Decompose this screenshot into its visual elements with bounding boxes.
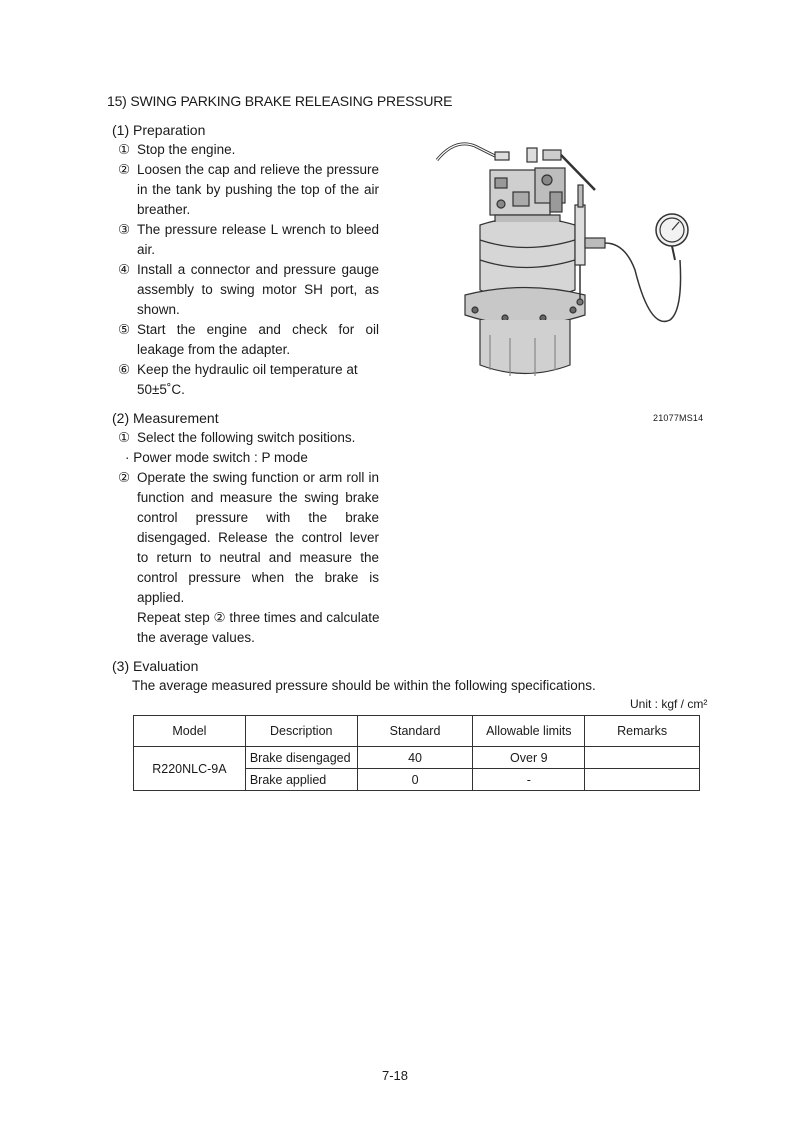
step-text: assembly to swing motor SH port, as — [137, 282, 379, 297]
specification-table — [133, 715, 700, 791]
step-number: ③ — [118, 222, 131, 237]
table-header-row — [134, 716, 700, 747]
evaluation-heading: (3) Evaluation — [112, 658, 199, 674]
remarks-cell — [585, 747, 700, 769]
step-text: to return to neutral and measure the — [137, 550, 379, 565]
step-number: ② — [118, 470, 131, 485]
section-title: 15) SWING PARKING BRAKE RELEASING PRESSURE — [107, 93, 453, 109]
step-text: disengaged. Release the control lever — [137, 530, 379, 545]
step-text: function and measure the swing brake — [137, 490, 379, 505]
page-number: 7-18 — [382, 1068, 409, 1083]
header-standard: Standard — [357, 716, 473, 747]
remarks-cell — [585, 769, 700, 791]
step-text: control pressure when the brake is — [137, 570, 379, 585]
step-text: breather. — [137, 202, 191, 217]
step-text: applied. — [137, 590, 185, 605]
model-cell: R220NLC-9A — [134, 747, 246, 791]
step-number: ① — [118, 142, 131, 157]
step-number: ④ — [118, 262, 131, 277]
step-text: Install a connector and pressure gauge — [137, 262, 379, 277]
unit-label: Unit : kgf / cm² — [630, 697, 708, 711]
preparation-heading: (1) Preparation — [112, 122, 206, 138]
standard-cell: 40 — [357, 747, 473, 769]
step-text: shown. — [137, 302, 180, 317]
limits-cell: - — [473, 769, 585, 791]
header-description: Description — [245, 716, 357, 747]
step-number: ② — [118, 162, 131, 177]
step-text: Loosen the cap and relieve the pressure — [137, 162, 379, 177]
measurement-heading: (2) Measurement — [112, 410, 219, 426]
step-text: Stop the engine. — [137, 142, 236, 157]
step-text: Operate the swing function or arm roll in — [137, 470, 379, 485]
step-number: ⑤ — [118, 322, 131, 337]
step-text: air. — [137, 242, 156, 257]
step-text: The pressure release L wrench to bleed — [137, 222, 379, 237]
limits-cell: Over 9 — [473, 747, 585, 769]
header-model: Model — [134, 716, 246, 747]
swing-motor-gauge-figure — [435, 130, 700, 390]
step-number: ⑥ — [118, 362, 131, 377]
step-text: the average values. — [137, 630, 255, 645]
step-text: leakage from the adapter. — [137, 342, 291, 357]
step-text: Repeat step ② three times and calculate — [137, 610, 380, 625]
figure-code: 21077MS14 — [653, 413, 704, 423]
step-text: control pressure with the brake — [137, 510, 379, 525]
table-row — [134, 747, 700, 769]
step-text: in the tank by pushing the top of the air — [137, 182, 379, 197]
description-cell: Brake applied — [245, 769, 357, 791]
standard-cell: 0 — [357, 769, 473, 791]
bullet-item: · Power mode switch : P mode — [125, 450, 308, 465]
step-text: Select the following switch positions. — [137, 430, 356, 445]
description-cell: Brake disengaged — [245, 747, 357, 769]
step-text: Keep the hydraulic oil temperature at — [137, 362, 358, 377]
evaluation-text: The average measured pressure should be within the following specifications. — [132, 678, 596, 693]
header-allowable-limits: Allowable limits — [473, 716, 585, 747]
step-text: Start the engine and check for oil — [137, 322, 379, 337]
step-number: ① — [118, 430, 131, 445]
header-remarks: Remarks — [585, 716, 700, 747]
step-text: 50±5˚C. — [137, 382, 185, 397]
